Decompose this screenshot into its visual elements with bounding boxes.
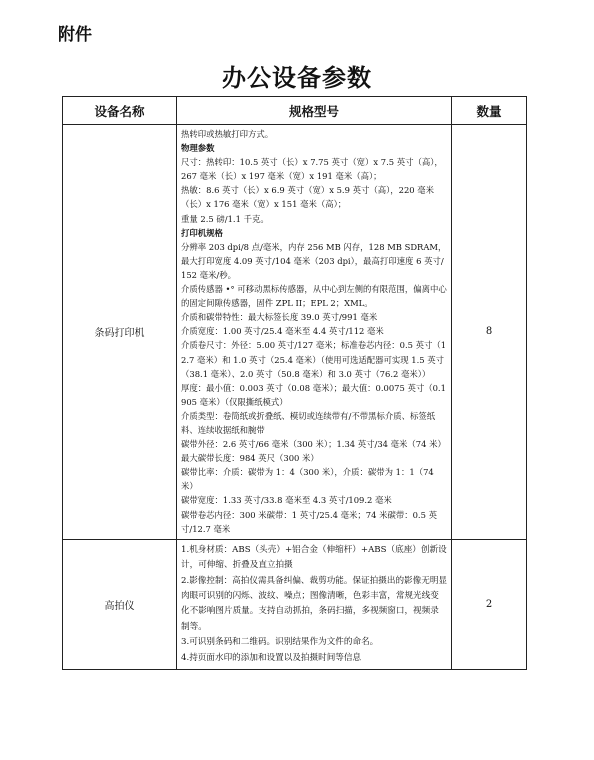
spec-line: 热敏：8.6 英寸（长）x 6.9 英寸（宽）x 5.9 英寸（高），220 毫米（长）x 176 毫米（宽）x 151 毫米（高）； (181, 185, 435, 210)
document-title: 办公设备参数 (222, 64, 372, 92)
quantity-cell: 8 (452, 125, 527, 540)
spec-line: 介质传感器 •° 可移动黑标传感器，从中心到左侧的有限范围，偏离中心的固定间隙传感器，固件 ZPL II；EPL 2；XML。 (181, 284, 447, 309)
spec-line: 3.可识别条码和二维码。识别结果作为文件的命名。 (181, 637, 379, 648)
table-header-row (63, 97, 527, 125)
spec-section-heading: 打印机规格 (181, 227, 223, 238)
spec-section-heading: 物理参数 (181, 143, 215, 154)
spec-line: 1.机身材质：ABS（头壳）+铝合金（伸缩杆）+ABS（底座）创新设计，可伸缩、折叠及直立拍摄 (181, 544, 447, 571)
spec-line: 2.影像控制：高拍仪需具备纠偏、裁剪功能。保证拍摄出的影像无明显肉眼可识别的闪烁、波纹、噪点；图像清晰，色彩丰富，常规光线变化不影响图片质量。支持自动抓拍，条码扫描，多视频窗口，视频录制等。 (181, 575, 448, 632)
equipment-table (62, 96, 527, 670)
table-row (63, 539, 527, 669)
spec-line: 重量 2.5 磅/1.1 千克。 (181, 213, 269, 224)
spec-line: 碳带外径：2.6 英寸/66 毫米（300 米）；1.34 英寸/34 毫米（74 米） (181, 439, 446, 450)
spec-line: 碳带卷芯内径：300 米碳带：1 英寸/25.4 毫米；74 米碳带：0.5 英寸/12.7 毫米 (181, 509, 437, 534)
spec-line: 最大碳带长度：984 英尺（300 米） (181, 453, 319, 464)
header-device-name: 设备名称 (63, 97, 177, 125)
spec-line: 热转印或热敏打印方式。 (181, 129, 274, 139)
spec-line: 介质类型：卷筒纸或折叠纸、模切或连续带有/不带黑标介质、标签纸料、连续收据纸和腕带 (181, 410, 436, 435)
device-name-cell: 条码打印机 (63, 125, 177, 540)
device-name-cell: 高拍仪 (63, 539, 177, 669)
spec-cell (177, 539, 452, 669)
spec-line: 厚度：最小值：0.003 英寸（0.08 毫米）；最大值：0.0075 英寸（0.1905 毫米）（仅限撕纸模式） (181, 382, 446, 407)
header-spec-model: 规格型号 (177, 97, 452, 125)
header-quantity: 数量 (452, 97, 527, 125)
spec-line: 介质卷尺寸：外径：5.00 英寸/127 毫米；标准卷芯内径：0.5 英寸（12.7 毫米）和 1.0 英寸（25.4 毫米）（使用可选适配器可实现 1.5 英寸（38.1 毫米）、2.0 英寸（50.8 毫米）和 3.0 英寸（76.2 毫米）） (181, 340, 447, 379)
spec-line: 分辨率 203 dpi/8 点/毫米，内存 256 MB 闪存，128 MB SDRAM，最大打印宽度 4.09 英寸/104 毫米（203 dpi），最高打印速度 6 英寸/152 毫米/秒。 (181, 241, 447, 280)
spec-line: 介质宽度：1.00 英寸/25.4 毫米至 4.4 英寸/112 毫米 (181, 326, 384, 337)
spec-line: 介质和碳带特性：最大标签长度 39.0 英寸/991 毫米 (181, 312, 378, 323)
attachment-label: 附件 (58, 25, 92, 45)
spec-line: 碳带比率：介质：碳带为 1：4（300 米），介质：碳带为 1：1（74 米） (181, 467, 434, 492)
spec-line: 碳带宽度：1.33 英寸/33.8 毫米至 4.3 英寸/109.2 毫米 (181, 495, 392, 506)
quantity-cell: 2 (452, 539, 527, 669)
spec-line: 尺寸：热转印：10.5 英寸（长）x 7.75 英寸（宽）x 7.5 英寸（高），267 毫米（长）x 197 毫米（宽）x 191 毫米（高）； (181, 157, 443, 182)
spec-cell (177, 125, 452, 540)
table-row (63, 125, 527, 540)
spec-line: 4.持页面水印的添加和设置以及拍摄时间等信息 (181, 652, 362, 663)
